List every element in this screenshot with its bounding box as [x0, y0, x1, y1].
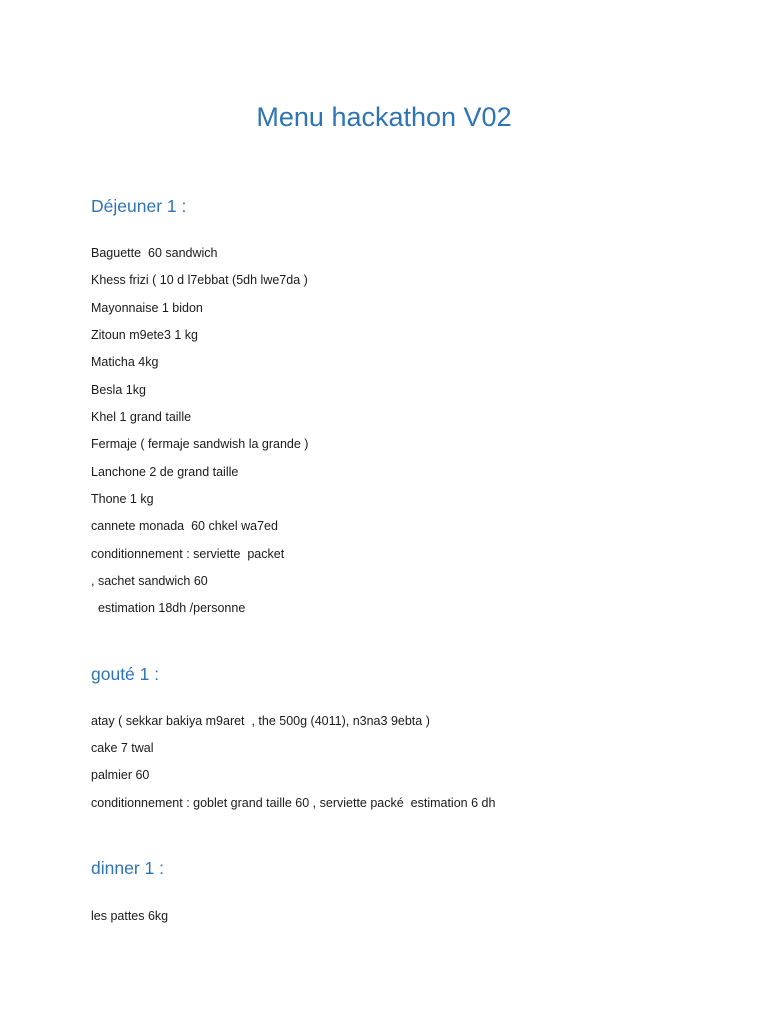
menu-line: palmier 60: [91, 768, 150, 782]
section-heading-dinner: dinner 1 :: [91, 858, 164, 878]
menu-line: Thone 1 kg: [91, 492, 154, 506]
menu-line: cannete monada 60 chkel wa7ed: [91, 519, 278, 533]
menu-line: conditionnement : goblet grand taille 60 , serviette packé estimation 6 dh: [91, 796, 496, 810]
menu-line: les pattes 6kg: [91, 909, 169, 923]
menu-line: Fermaje ( fermaje sandwish la grande ): [91, 437, 309, 451]
menu-line: , sachet sandwich 60: [91, 574, 208, 588]
menu-line: cake 7 twal: [91, 741, 154, 755]
document-title: Menu hackathon V02: [256, 102, 512, 132]
menu-line: Khess frizi ( 10 d l7ebbat (5dh lwe7da ): [91, 273, 308, 287]
menu-line: Khel 1 grand taille: [91, 410, 192, 424]
menu-line: Lanchone 2 de grand taille: [91, 465, 239, 479]
menu-line: Besla 1kg: [91, 383, 146, 397]
menu-line: Zitoun m9ete3 1 kg: [91, 328, 199, 342]
section-heading-goute: gouté 1 :: [91, 664, 160, 684]
menu-line: estimation 18dh /personne: [91, 601, 246, 615]
menu-line: conditionnement : serviette packet: [91, 547, 285, 561]
menu-line: Maticha 4kg: [91, 355, 159, 369]
menu-line: atay ( sekkar bakiya m9aret , the 500g (4011), n3na3 9ebta ): [91, 714, 430, 728]
menu-line: Mayonnaise 1 bidon: [91, 301, 203, 315]
section-heading-dejeuner: Déjeuner 1 :: [91, 196, 187, 216]
menu-line: Baguette 60 sandwich: [91, 246, 218, 260]
